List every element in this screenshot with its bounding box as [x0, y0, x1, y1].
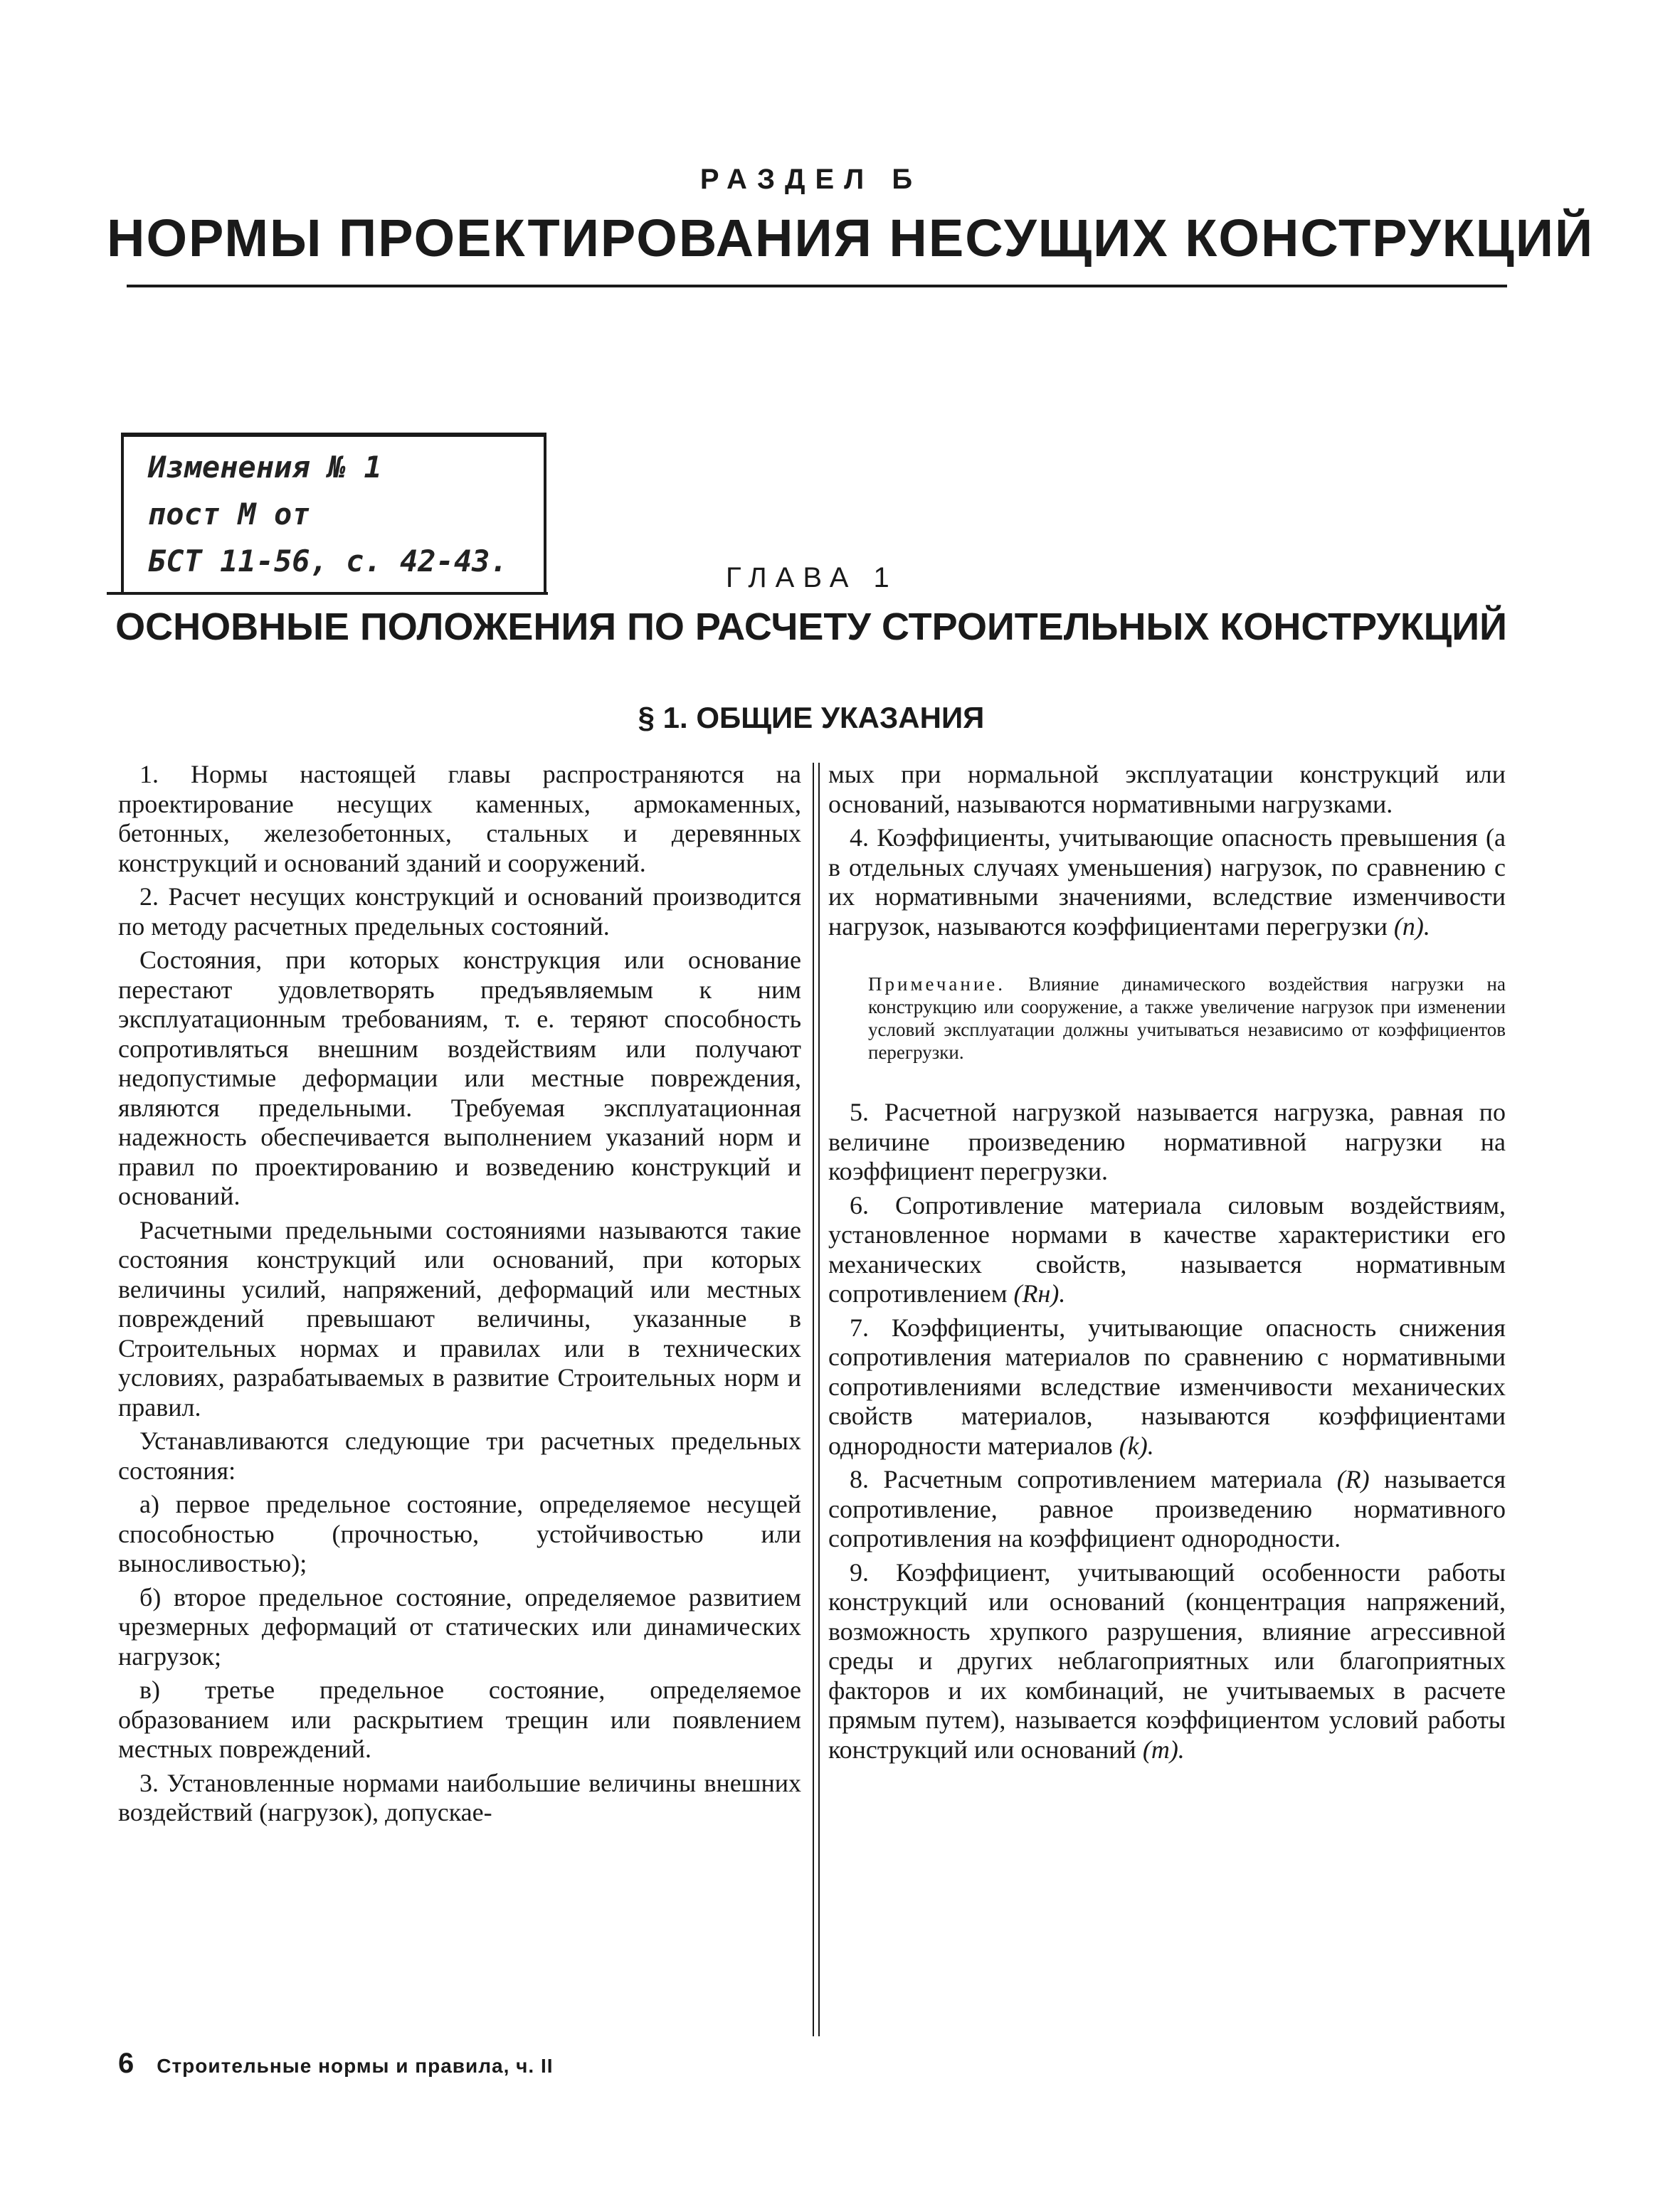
footer-title: Строительные нормы и правила, ч. II: [157, 2055, 554, 2077]
paragraph-8-start: 8. Расчетным сопротивлением материала: [850, 1465, 1323, 1493]
paragraph-7-text: 7. Коэффициенты, учитывающие опасность снижения сопротивления материалов по сравнению с нормативными сопротивлениями вследствие изменчивости механических свойств материалов, называются коэффициентами однородности материалов: [828, 1313, 1506, 1460]
left-column: [118, 760, 801, 1832]
left-paragraph-2: 2. Расчет несущих конструкций и оснований производится по методу расчетных предельных состояний.: [118, 882, 801, 941]
stamp-line-3: БСТ 11-56, с. 42-43.: [148, 544, 508, 578]
paragraph-6-text: 6. Сопротивление материала силовым воздействиям, установленное нормами в качестве характеристики его механических свойств, называется нормативным сопротивлением: [828, 1190, 1506, 1308]
left-paragraph-5: Устанавливаются следующие три расчетных предельных состояния:: [118, 1427, 801, 1485]
stamp-line-1: Изменения № 1: [148, 450, 382, 485]
paragraph-4-text: 4. Коэффициенты, учитывающие опасность превышения (а в отдельных случаях уменьшения) нагрузок, по сравнению с их нормативными значениями, вследствие изменчивости нагрузок, называются коэффициентами перегрузки: [828, 823, 1506, 941]
right-paragraph-7: [828, 1313, 1506, 1461]
symbol-k: (k).: [1119, 1431, 1154, 1460]
chapter-label: ГЛАВА 1: [726, 562, 898, 593]
amendment-stamp: [121, 433, 546, 593]
column-divider: [818, 763, 820, 2036]
right-paragraph-4: [828, 823, 1506, 941]
right-paragraph-6: [828, 1191, 1506, 1309]
left-paragraph-9: 3. Установленные нормами наибольшие величины внешних воздействий (нагрузок), допускае-: [118, 1768, 801, 1826]
left-paragraph-6: а) первое предельное состояние, определяемое несущей способностью (прочностью, устойчивостью или выносливостью);: [118, 1490, 801, 1577]
chapter-title: ОСНОВНЫЕ ПОЛОЖЕНИЯ ПО РАСЧЕТУ СТРОИТЕЛЬНЫХ КОНСТРУКЦИЙ: [115, 605, 1507, 648]
section-label: РАЗДЕЛ Б: [699, 164, 923, 195]
right-paragraph-5: 5. Расчетной нагрузкой называется нагрузка, равная по величине произведению нормативной нагрузки на коэффициент перегрузки.: [828, 1098, 1506, 1185]
right-column: [828, 760, 1506, 1769]
paragraph-8-end: называется сопротивление, равное произведению нормативного сопротивления на коэффициент однородности.: [828, 1465, 1506, 1552]
note: [828, 973, 1506, 1064]
note-text: Влияние динамического воздействия нагрузки на конструкцию или сооружение, а также увеличение нагрузок при изменении условий эксплуатации должны учитываться независимо от коэффициентов перегрузки.: [868, 973, 1506, 1063]
symbol-n: (n).: [1393, 911, 1430, 941]
left-paragraph-1: 1. Нормы настоящей главы распространяются на проектирование несущих каменных, армокаменных, бетонных, железобетонных, стальных и деревянных конструкций и оснований зданий и сооружений.: [118, 760, 801, 877]
right-paragraph-9: [828, 1558, 1506, 1765]
left-paragraph-4: Расчетными предельными состояниями называются такие состояния конструкций или оснований, при которых величины усилий, напряжений, деформаций или местных повреждений превышают величины, указанные в Строительных нормах и правилах или в технических условиях, разрабатываемых в развитие Строительных норм и правил.: [118, 1215, 801, 1422]
page-footer: [118, 2048, 554, 2080]
left-paragraph-8: в) третье предельное состояние, определяемое образованием или раскрытием трещин или появлением местных повреждений.: [118, 1676, 801, 1763]
paragraph-title: § 1. ОБЩИЕ УКАЗАНИЯ: [638, 701, 985, 734]
symbol-rn: (Rн).: [1013, 1279, 1066, 1308]
column-divider: [813, 763, 814, 2036]
section-divider: [127, 285, 1507, 287]
note-heading: Примечание.: [868, 973, 1006, 995]
page-number: 6: [118, 2048, 134, 2079]
right-paragraph-8: [828, 1465, 1506, 1554]
section-title: НОРМЫ ПРОЕКТИРОВАНИЯ НЕСУЩИХ КОНСТРУКЦИЙ: [107, 208, 1595, 268]
right-paragraph-3-continued: мых при нормальной эксплуатации конструкций или оснований, называются нормативными нагрузками.: [828, 760, 1506, 818]
symbol-m: (m).: [1142, 1735, 1185, 1764]
paragraph-9-text: 9. Коэффициент, учитывающий особенности работы конструкций или оснований (концентрация напряжений, возможность хрупкого разрушения, влияние агрессивной среды и других неблагоприятных или благоприятных факторов и их комбинаций, не учитываемых в расчете прямым путем), называется коэффициентом условий работы конструкций или оснований: [828, 1557, 1506, 1764]
stamp-line-2: пост М от: [148, 497, 310, 531]
symbol-r: (R): [1336, 1465, 1370, 1493]
left-paragraph-7: б) второе предельное состояние, определяемое развитием чрезмерных деформаций от статических или динамических нагрузок;: [118, 1582, 801, 1671]
left-paragraph-3: Состояния, при которых конструкция или основание перестают удовлетворять предъявляемым к ним эксплуатационным требованиям, т. е. теряют способность сопротивляться внешним воздействиям или получают недопустимые деформации или местные повреждения, являются предельными. Требуемая эксплуатационная надежность обеспечивается выполнением указаний норм и правил по проектированию и возведению конструкций и оснований.: [118, 946, 801, 1210]
stamp-underline: [107, 592, 548, 595]
